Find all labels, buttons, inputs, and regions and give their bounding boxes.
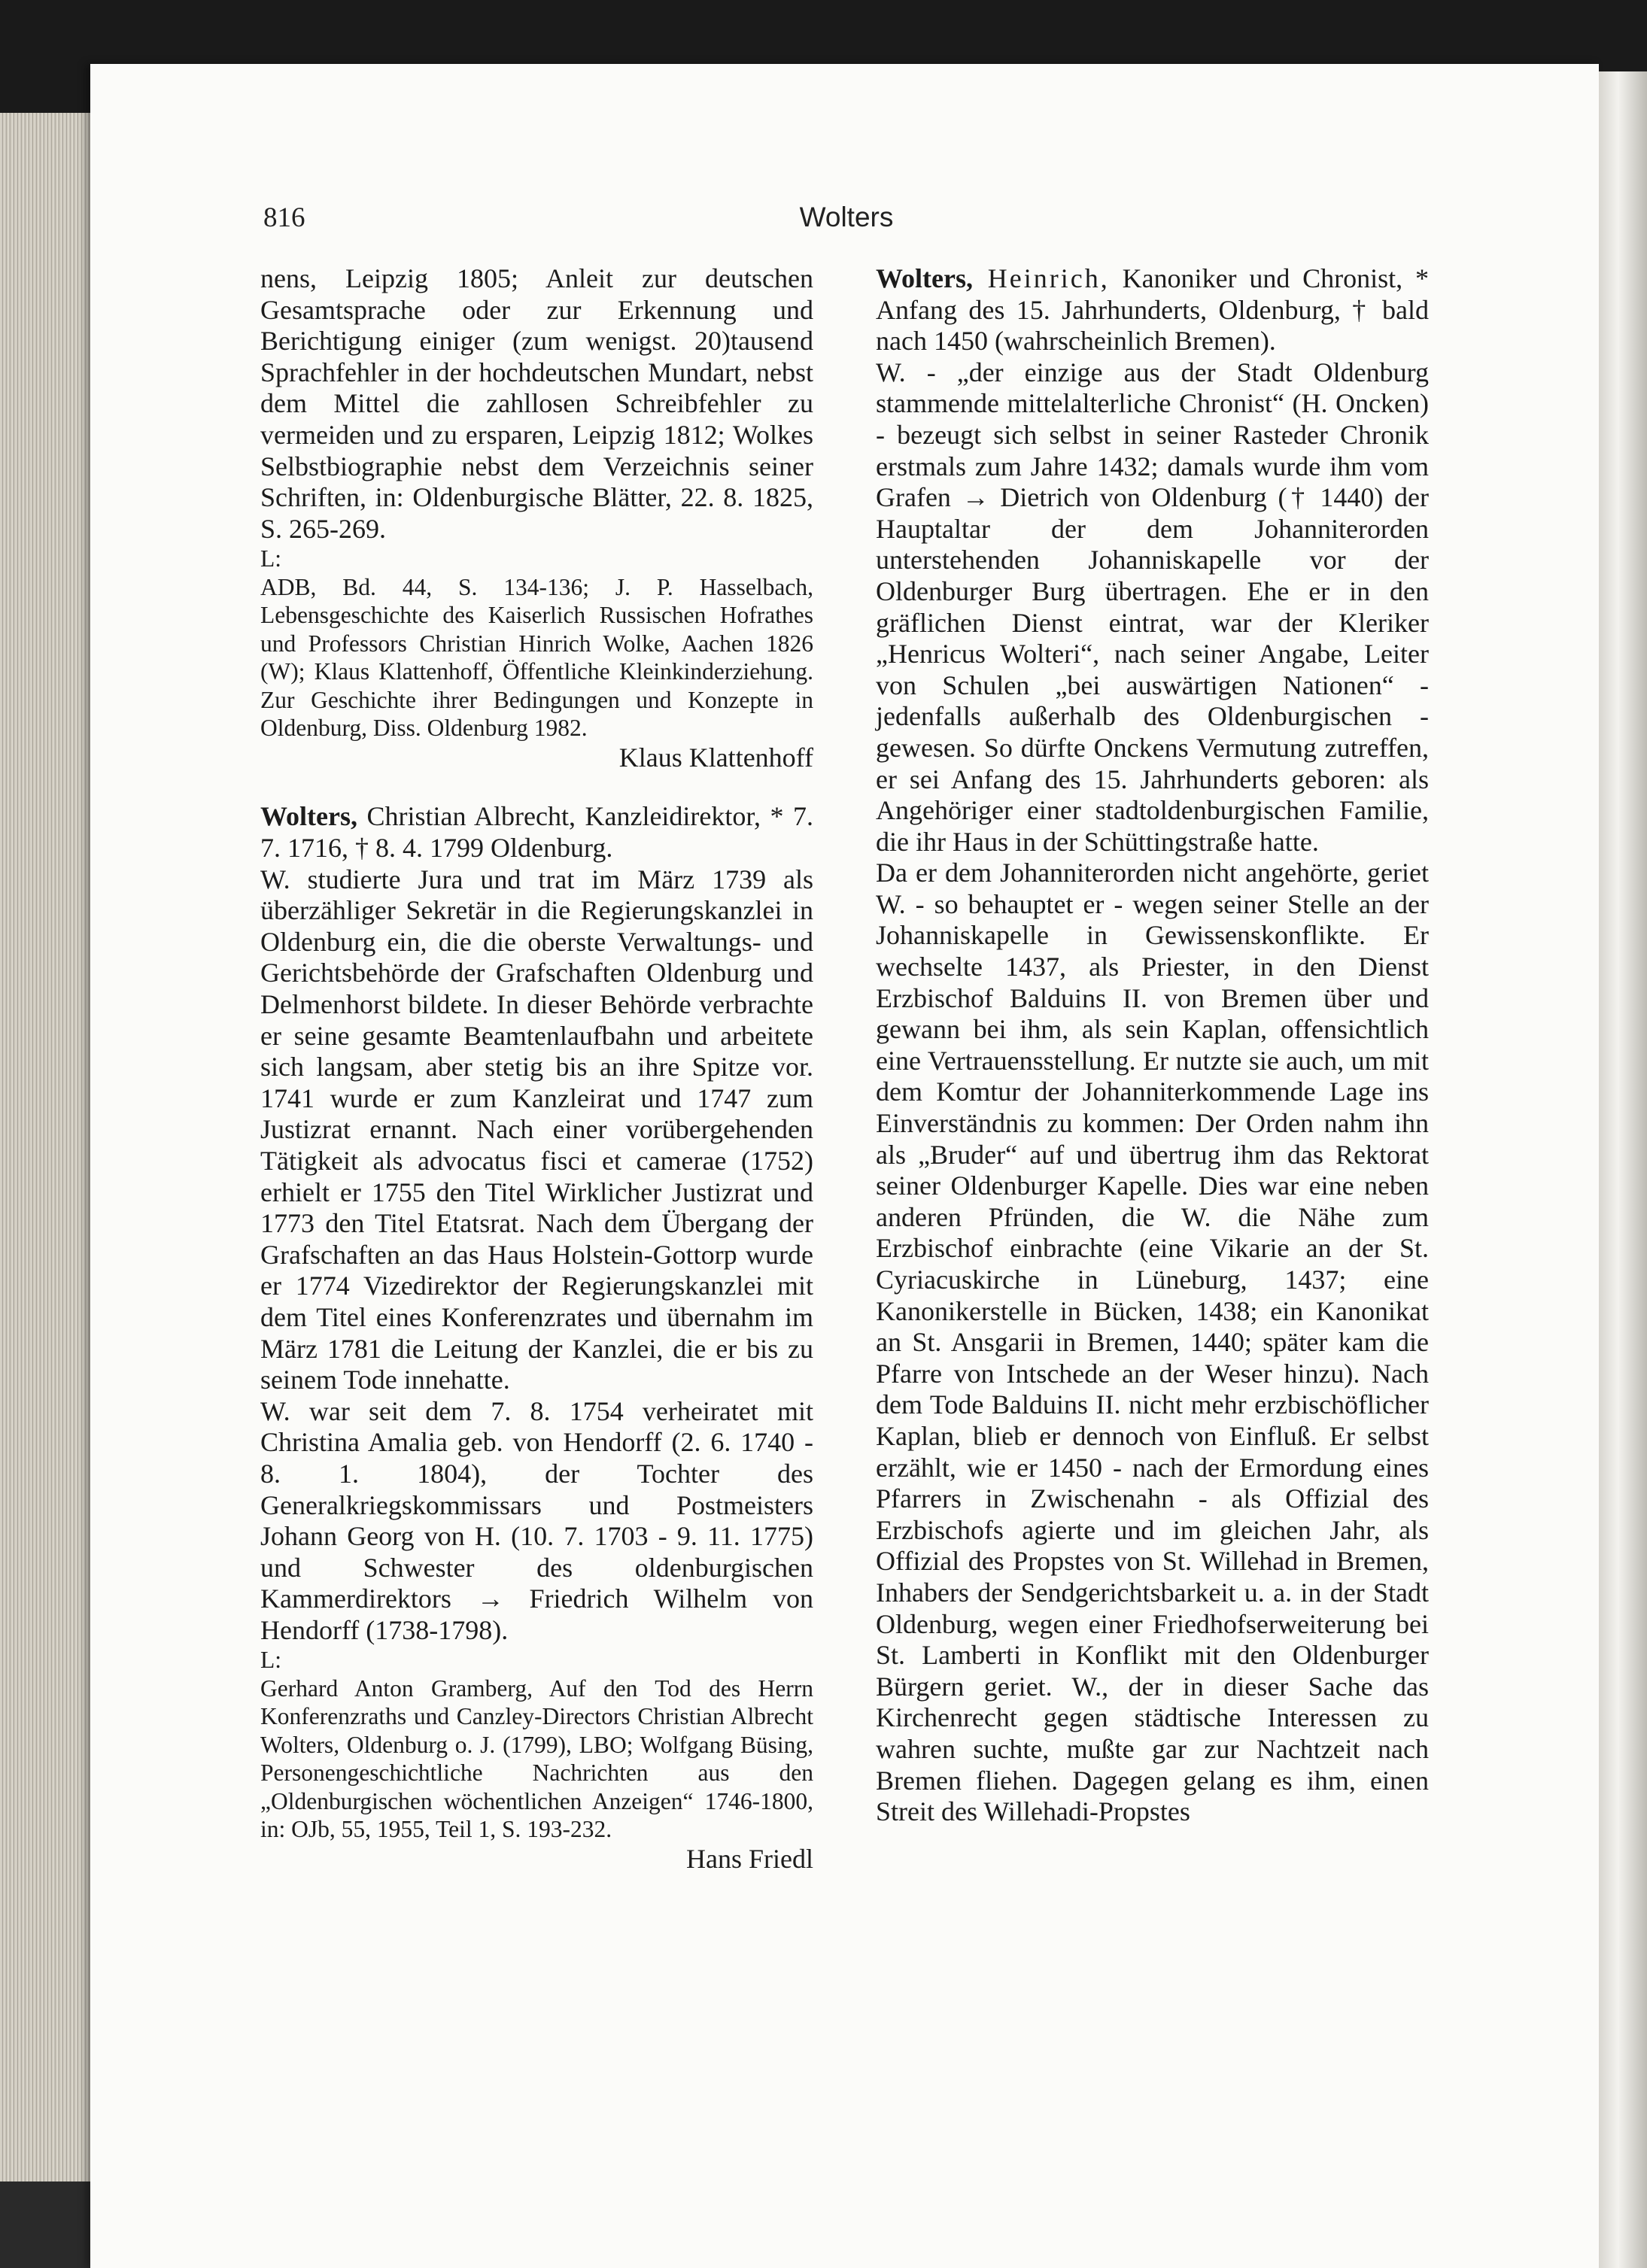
- background-shadow: [0, 2181, 105, 2268]
- entry-head-text: Christian Albrecht, Kanzleidirektor, * 7. 7. 1716, † 8. 4. 1799 Oldenburg.: [260, 801, 813, 864]
- entry-given-name: Heinrich,: [972, 263, 1110, 293]
- literature-label: L:: [260, 1647, 281, 1674]
- book-spine-edge: [1599, 71, 1647, 2268]
- entry-author: Hans Friedl: [686, 1843, 813, 1874]
- entry-continuation: nens, Leipzig 1805; Anleit zur deutschen Gesamtsprache oder zur Erkennung und Berichtigung einiger (zum wenigst. 20)tausend Sprachfehler in der hochdeutschen Mundart, nebst dem Mittel die zahllosen Schreibfehler zu vermeiden und zu ersparen, Leipzig 1812; Wolkes Selbstbiographie nebst dem Verzeichnis seiner Schriften, in: Oldenburgische Blätter, 22. 8. 1825, S. 265-269.: [260, 263, 813, 544]
- entry-paragraph: W. - „der einzige aus der Stadt Oldenburg stammende mittelalterliche Chronist“ (H. Oncken) - bezeugt sich selbst in seiner Rasteder Chronik erstmals zum Jahre 1432; damals wurde ihm vom Grafen → Dietrich von Oldenburg († 1440) der Hauptaltar der dem Johanniterorden unterstehenden Johanniskapelle vor der Oldenburger Burg übertragen. Ehe er in den gräflichen Dienst eintrat, war der Kleriker „Henricus Wolteri“, nach seiner Angabe, Leiter von Schulen „bei auswärtigen Nationen“ - jedenfalls außerhalb des Oldenburgischen - gewesen. So dürfte Onckens Vermutung zutreffen, er sei Anfang des 15. Jahrhunderts geboren: als Angehöriger einer stadtoldenburgischen Familie, die ihr Haus in der Schüttingstraße hatte.: [876, 357, 1429, 857]
- entry-head-text: Kanoniker und Chronist, * Anfang des 15. Jahrhunderts, Oldenburg, † bald nach 1450 (wahrscheinlich Bremen).: [876, 263, 1429, 357]
- left-column: [260, 263, 813, 1875]
- literature-list: ADB, Bd. 44, S. 134-136; J. P. Hasselbach, Lebensgeschichte des Kaiserlich Russischen Hofrathes und Professors Christian Hinrich Wolke, Aachen 1826 (W); Klaus Klattenhoff, Öffentliche Kleinkinderziehung. Zur Geschichte ihrer Bedingungen und Konzepte in Oldenburg, Diss. Oldenburg 1982.: [260, 573, 813, 742]
- entry-paragraph: Da er dem Johanniterorden nicht angehörte, geriet W. - so behauptet er - wegen seiner Stelle an der Johanniskapelle in Gewissenskonflikte. Er wechselte 1437, als Priester, in den Dienst Erzbischof Balduins II. von Bremen über und gewann bei ihm, als sein Kaplan, offensichtlich eine Vertrauensstellung. Er nutzte sie auch, um mit dem Komtur der Johanniterkommende Lage ins Einverständnis zu kommen: Der Orden nahm ihn als „Bruder“ auf und übertrug ihm das Rektorat seiner Oldenburger Kapelle. Dies war eine neben anderen Pfründen, die W. die Nähe zum Erzbischof einbrachte (eine Vikarie an der St. Cyriacuskirche in Lüneburg, 1437; eine Kanonikerstelle in Bücken, 1438; ein Kanonikat an St. Ansgarii in Bremen, 1440; später kam die Pfarre von Intschede an der Weser hinzu). Nach dem Tode Balduins II. nicht mehr erzbischöflicher Kaplan, blieb er dennoch von Einfluß. Er selbst erzählt, wie er 1450 - nach der Ermordung eines Pfarrers in Zwischenahn - als Offizial des Erzbischofs agierte und im gleichen Jahr, als Offizial des Propstes von St. Willehad in Bremen, Inhabers der Sendgerichtsbarkeit u. a. in der Stadt Oldenburg, wegen einer Friedhofserweiterung bei St. Lamberti in Konflikt mit den Oldenburger Bürgern geriet. W., der in dieser Sache das Kirchenrecht gegen städtische Interessen zu wahren suchte, mußte gar zur Nachtzeit nach Bremen fliehen. Dagegen gelang es ihm, einen Streit des Willehadi-Propstes: [876, 858, 1429, 1827]
- entry-separator: [260, 773, 813, 801]
- literature-list: Gerhard Anton Gramberg, Auf den Tod des Herrn Konferenzraths und Canzley-Directors Christian Albrecht Wolters, Oldenburg o. J. (1799), LBO; Wolfgang Büsing, Personengeschichtliche Nachrichten aus den „Oldenburgischen wöchentlichen Anzeigen“ 1746-1800, in: OJb, 55, 1955, Teil 1, S. 193-232.: [260, 1674, 813, 1843]
- entry-name: Wolters,: [260, 801, 357, 832]
- right-column: [876, 263, 1429, 1828]
- entry-author: Klaus Klattenhoff: [618, 742, 813, 773]
- page-header: [263, 202, 1430, 239]
- page-number: 816: [263, 202, 305, 233]
- running-head: Wolters: [799, 202, 894, 232]
- entry-paragraph: W. studierte Jura und trat im März 1739 als überzähliger Sekretär in die Regierungskanzlei in Oldenburg ein, die die oberste Verwaltungs- und Gerichtsbehörde der Grafschaften Oldenburg und Delmenhorst bildete. In dieser Behörde verbrachte er seine gesamte Beamtenlaufbahn und arbeitete sich langsam, aber stetig bis an ihre Spitze vor. 1741 wurde er zum Kanzleirat und 1747 zum Justizrat ernannt. Nach einer vorübergehenden Tätigkeit als advocatus fisci et camerae (1752) erhielt er 1755 den Titel Wirklicher Justizrat und 1773 den Titel Etatsrat. Nach dem Übergang der Grafschaften an das Haus Holstein-Gottorp wurde er 1774 Vizedirektor der Regierungskanzlei mit dem Titel eines Konferenzrates und übernahm im März 1781 die Leitung der Kanzlei, die er bis zu seinem Tode innehatte.: [260, 864, 813, 1395]
- entry-heading: [260, 801, 813, 864]
- entry-paragraph: W. war seit dem 7. 8. 1754 verheiratet mit Christina Amalia geb. von Hendorff (2. 6. 1740 - 8. 1. 1804), der Tochter des Generalkriegskommissars und Postmeisters Johann Georg von H. (10. 7. 1703 - 9. 11. 1775) und Schwester des oldenburgischen Kammerdirektors → Friedrich Wilhelm von Hendorff (1738-1798).: [260, 1395, 813, 1645]
- entry-name: Wolters,: [876, 263, 973, 293]
- book-page-edges: [0, 113, 90, 2268]
- literature-label: L:: [260, 545, 281, 572]
- entry-heading: [876, 263, 1429, 357]
